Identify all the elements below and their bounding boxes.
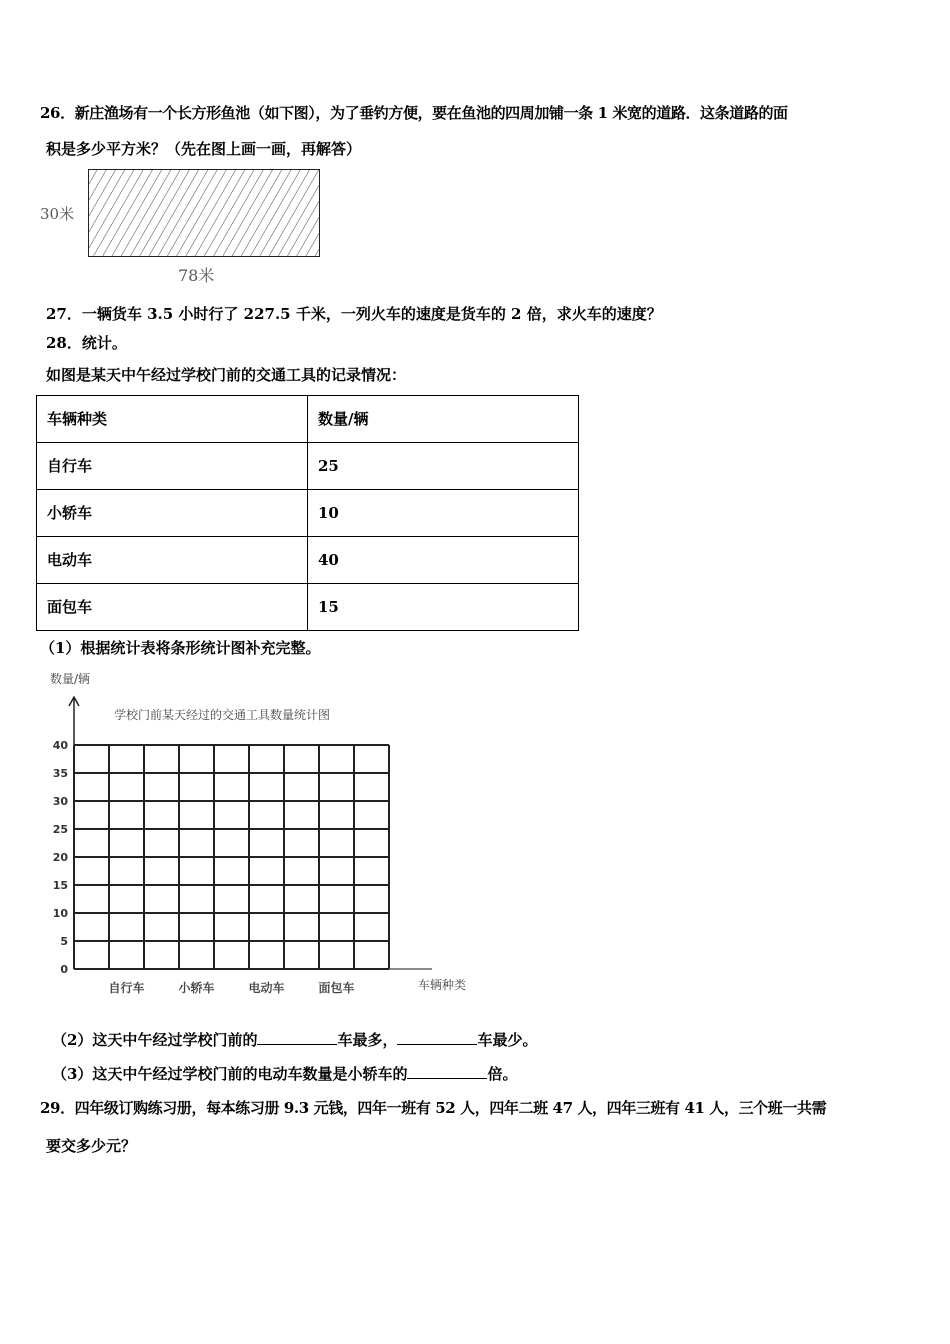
text: 倍。	[487, 1065, 518, 1083]
y-tick-label: 5	[60, 935, 68, 948]
x-tick-label: 自行车	[108, 981, 145, 995]
q28-intro: 如图是某天中午经过学校门前的交通工具的记录情况：	[46, 366, 407, 384]
x-tick-label: 面包车	[318, 981, 355, 995]
cell: 15	[308, 584, 579, 631]
cell: 25	[308, 443, 579, 490]
q28-title: 28．统计。	[46, 334, 127, 352]
y-tick-label: 35	[52, 767, 68, 780]
text: 车最少。	[477, 1031, 538, 1049]
x-axis-label: 车辆种类	[418, 978, 467, 992]
text: 车最多，	[337, 1031, 398, 1049]
cell: 40	[308, 537, 579, 584]
q26-line1: 26．新庄渔场有一个长方形鱼池（如下图），为了垂钓方便，要在鱼池的四周加铺一条 1 米宽的道路．这条道路的面	[40, 104, 788, 122]
text: （2）这天中午经过学校门前的	[52, 1031, 258, 1049]
y-tick-label: 0	[60, 963, 68, 976]
answer-blank[interactable]	[397, 1030, 477, 1045]
table-header: 车辆种类	[37, 396, 308, 443]
answer-blank[interactable]	[257, 1030, 337, 1045]
y-tick-label: 30	[52, 795, 68, 808]
y-axis-label: 数量/辆	[50, 672, 91, 686]
cell: 电动车	[37, 537, 308, 584]
chart-title: 学校门前某天经过的交通工具数量统计图	[114, 708, 331, 722]
q28-sub1: （1）根据统计表将条形统计图补充完整。	[40, 639, 321, 657]
x-tick-label: 电动车	[248, 981, 285, 995]
y-tick-label: 20	[52, 851, 68, 864]
y-tick-label: 40	[52, 739, 68, 752]
y-tick-label: 15	[52, 879, 68, 892]
q26-line2: 积是多少平方米？（先在图上画一画，再解答）	[46, 140, 362, 158]
q28-sub3	[52, 1064, 517, 1084]
q29-line1: 29．四年级订购练习册，每本练习册 9.3 元钱，四年一班有 52 人，四年二班 47 人，四年三班有 41 人，三个班一共需	[40, 1099, 827, 1117]
cell: 自行车	[37, 443, 308, 490]
q27-text: 27．一辆货车 3.5 小时行了 227.5 千米，一列火车的速度是货车的 2 倍，求火车的速度？	[46, 305, 662, 323]
cell: 面包车	[37, 584, 308, 631]
cell: 10	[308, 490, 579, 537]
width-label: 78米	[178, 266, 215, 285]
x-tick-label: 小轿车	[178, 981, 215, 995]
q28-sub2	[52, 1030, 537, 1050]
q29-line2: 要交多少元？	[46, 1137, 137, 1155]
y-tick-label: 10	[52, 907, 68, 920]
height-label: 30米	[40, 205, 75, 223]
cell: 小轿车	[37, 490, 308, 537]
text: （3）这天中午经过学校门前的电动车数量是小轿车的	[52, 1065, 408, 1083]
y-tick-label: 25	[52, 823, 68, 836]
answer-blank[interactable]	[407, 1064, 487, 1079]
table-header: 数量/辆	[308, 396, 579, 443]
